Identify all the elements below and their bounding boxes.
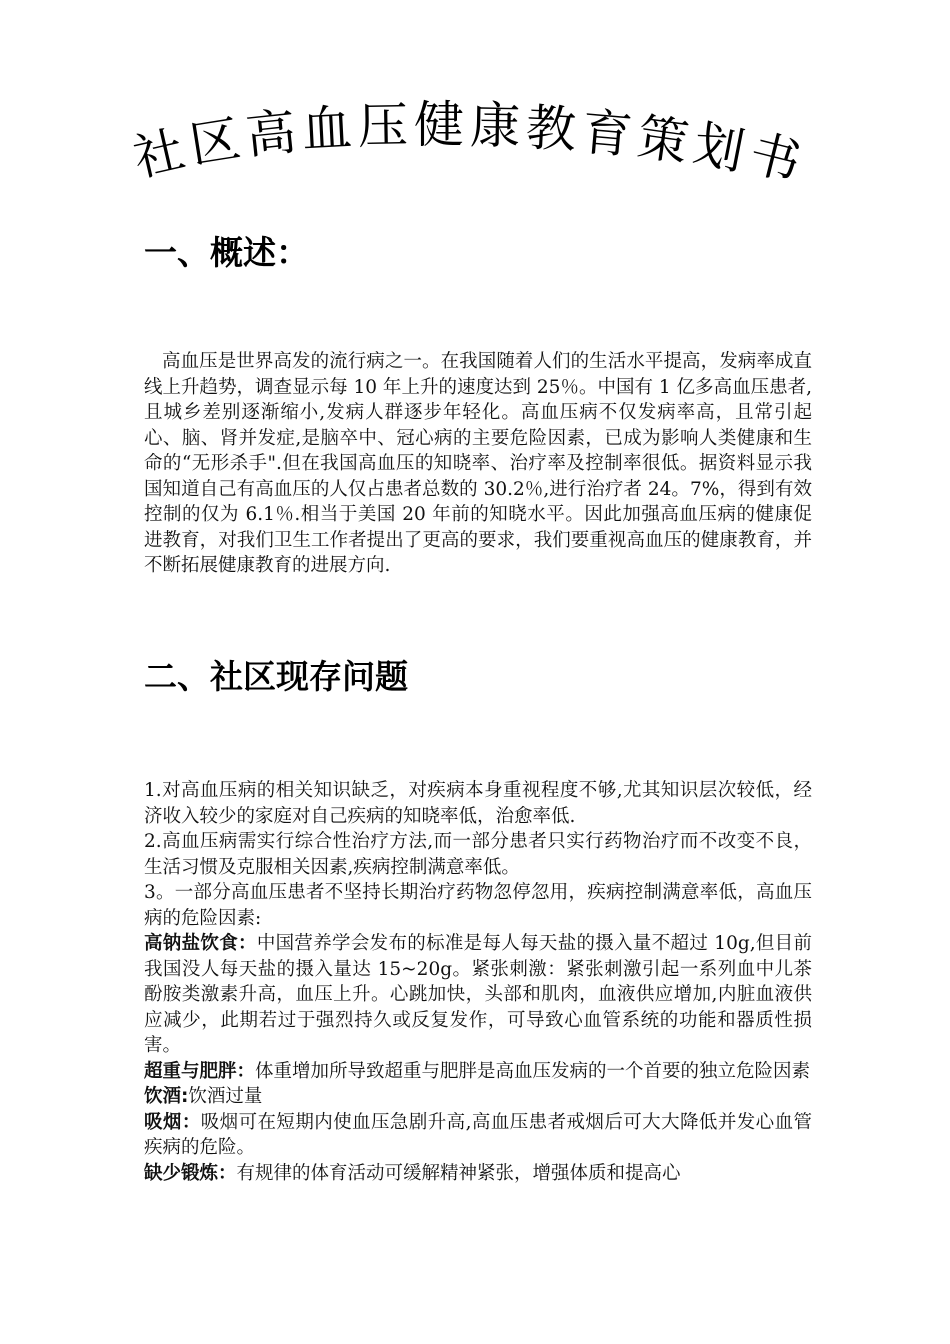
title-char: 育 <box>579 102 635 166</box>
risk-factor-alcohol <box>144 1084 812 1110</box>
title-char: 划 <box>688 114 750 182</box>
risk-factor-salt <box>144 931 812 1059</box>
risk-factor-exercise <box>144 1161 812 1187</box>
section-heading-overview: 一、概述： <box>144 233 309 272</box>
problem-item: 1.对高血压病的相关知识缺乏，对疾病本身重视程度不够,尤其知识层次较低，经济收入较少的家庭对自己疾病的知晓率低，治愈率低. <box>144 780 812 827</box>
title-char: 区 <box>185 109 245 175</box>
risk-factor-text: 体重增加所导致超重与肥胖是高血压发病的一个首要的独立危险因素 <box>255 1060 811 1082</box>
problems-body <box>144 778 812 1186</box>
risk-factor-text: 中国营养学会发布的标准是每人每天盐的摄入量不超过 10g,但目前我国没人每天盐的摄入量达 15~20g。紧张刺激：紧张刺激引起一系列血中儿茶酚胺类激素升高，血压上升。心跳加快，头部和肌肉，血液供应增加,内脏血液供应减少，此期若过于强烈持久或反复发作，可导致心血管系统的功能和器质性损害。 <box>144 933 812 1056</box>
risk-factor-label: 高钠盐饮食： <box>144 933 257 954</box>
title-char: 教 <box>524 98 578 160</box>
title-char: 压 <box>357 96 409 156</box>
risk-factor-label: 饮酒: <box>144 1086 189 1107</box>
risk-factor-obesity <box>144 1059 812 1085</box>
title-char: 书 <box>743 123 807 193</box>
overview-body <box>144 349 812 579</box>
overview-paragraph: 高血压是世界高发的流行病之一。在我国随着人们的生活水平提高，发病率成直线上升趋势，调查显示每 10 年上升的速度达到 25％。中国有 1 亿多高血压患者,且城乡差别逐渐缩小,发病人群逐步年轻化。高血压病不仅发病率高，且常引起心、脑、肾并发症,是脑卒中、冠心病的主要危险因素，已成为影响人类健康和生命的“无形杀手".但在我国高血压的知晓率、治疗率及控制率很低。据资料显示我国知道自己有高血压的人仅占患者总数的 30.2％,进行治疗者 24。7%，得到有效控制的仅为 6.1％.相当于美国 20 年前的知晓水平。因此加强高血压病的健康促进教育，对我们卫生工作者提出了更高的要求，我们要重视高血压的健康教育，并不断拓展健康教育的进展方向. <box>144 351 812 576</box>
risk-factor-label: 缺少锻炼： <box>144 1162 237 1184</box>
problem-item: 2.高血压病需实行综合性治疗方法,而一部分患者只实行药物治疗而不改变不良，生活习惯及克服相关因素,疾病控制满意率低。 <box>144 831 812 878</box>
title-char: 社 <box>128 120 190 188</box>
risk-factor-label: 吸烟： <box>144 1111 201 1133</box>
title-char: 策 <box>634 107 692 173</box>
title-char: 健 <box>414 96 464 154</box>
title-char: 康 <box>469 96 521 156</box>
section-heading-problems: 二、社区现存问题 <box>144 657 408 696</box>
risk-factor-label: 超重与肥胖： <box>144 1060 256 1082</box>
risk-factor-text: 有规律的体育活动可缓解精神紧张，增强体质和提高心 <box>236 1162 681 1184</box>
document-title <box>130 95 820 195</box>
problem-item: 3。一部分高血压患者不坚持长期治疗药物忽停忽用，疾病控制满意率低，高血压病的危险因素: <box>144 882 812 929</box>
title-char: 高 <box>243 102 299 166</box>
risk-factor-text: 饮酒过量 <box>188 1086 263 1107</box>
title-char: 血 <box>300 98 354 160</box>
risk-factor-text: 吸烟可在短期内使血压急剧升高,高血压患者戒烟后可大大降低并发心血管疾病的危险。 <box>144 1111 812 1158</box>
risk-factor-smoking <box>144 1110 812 1161</box>
